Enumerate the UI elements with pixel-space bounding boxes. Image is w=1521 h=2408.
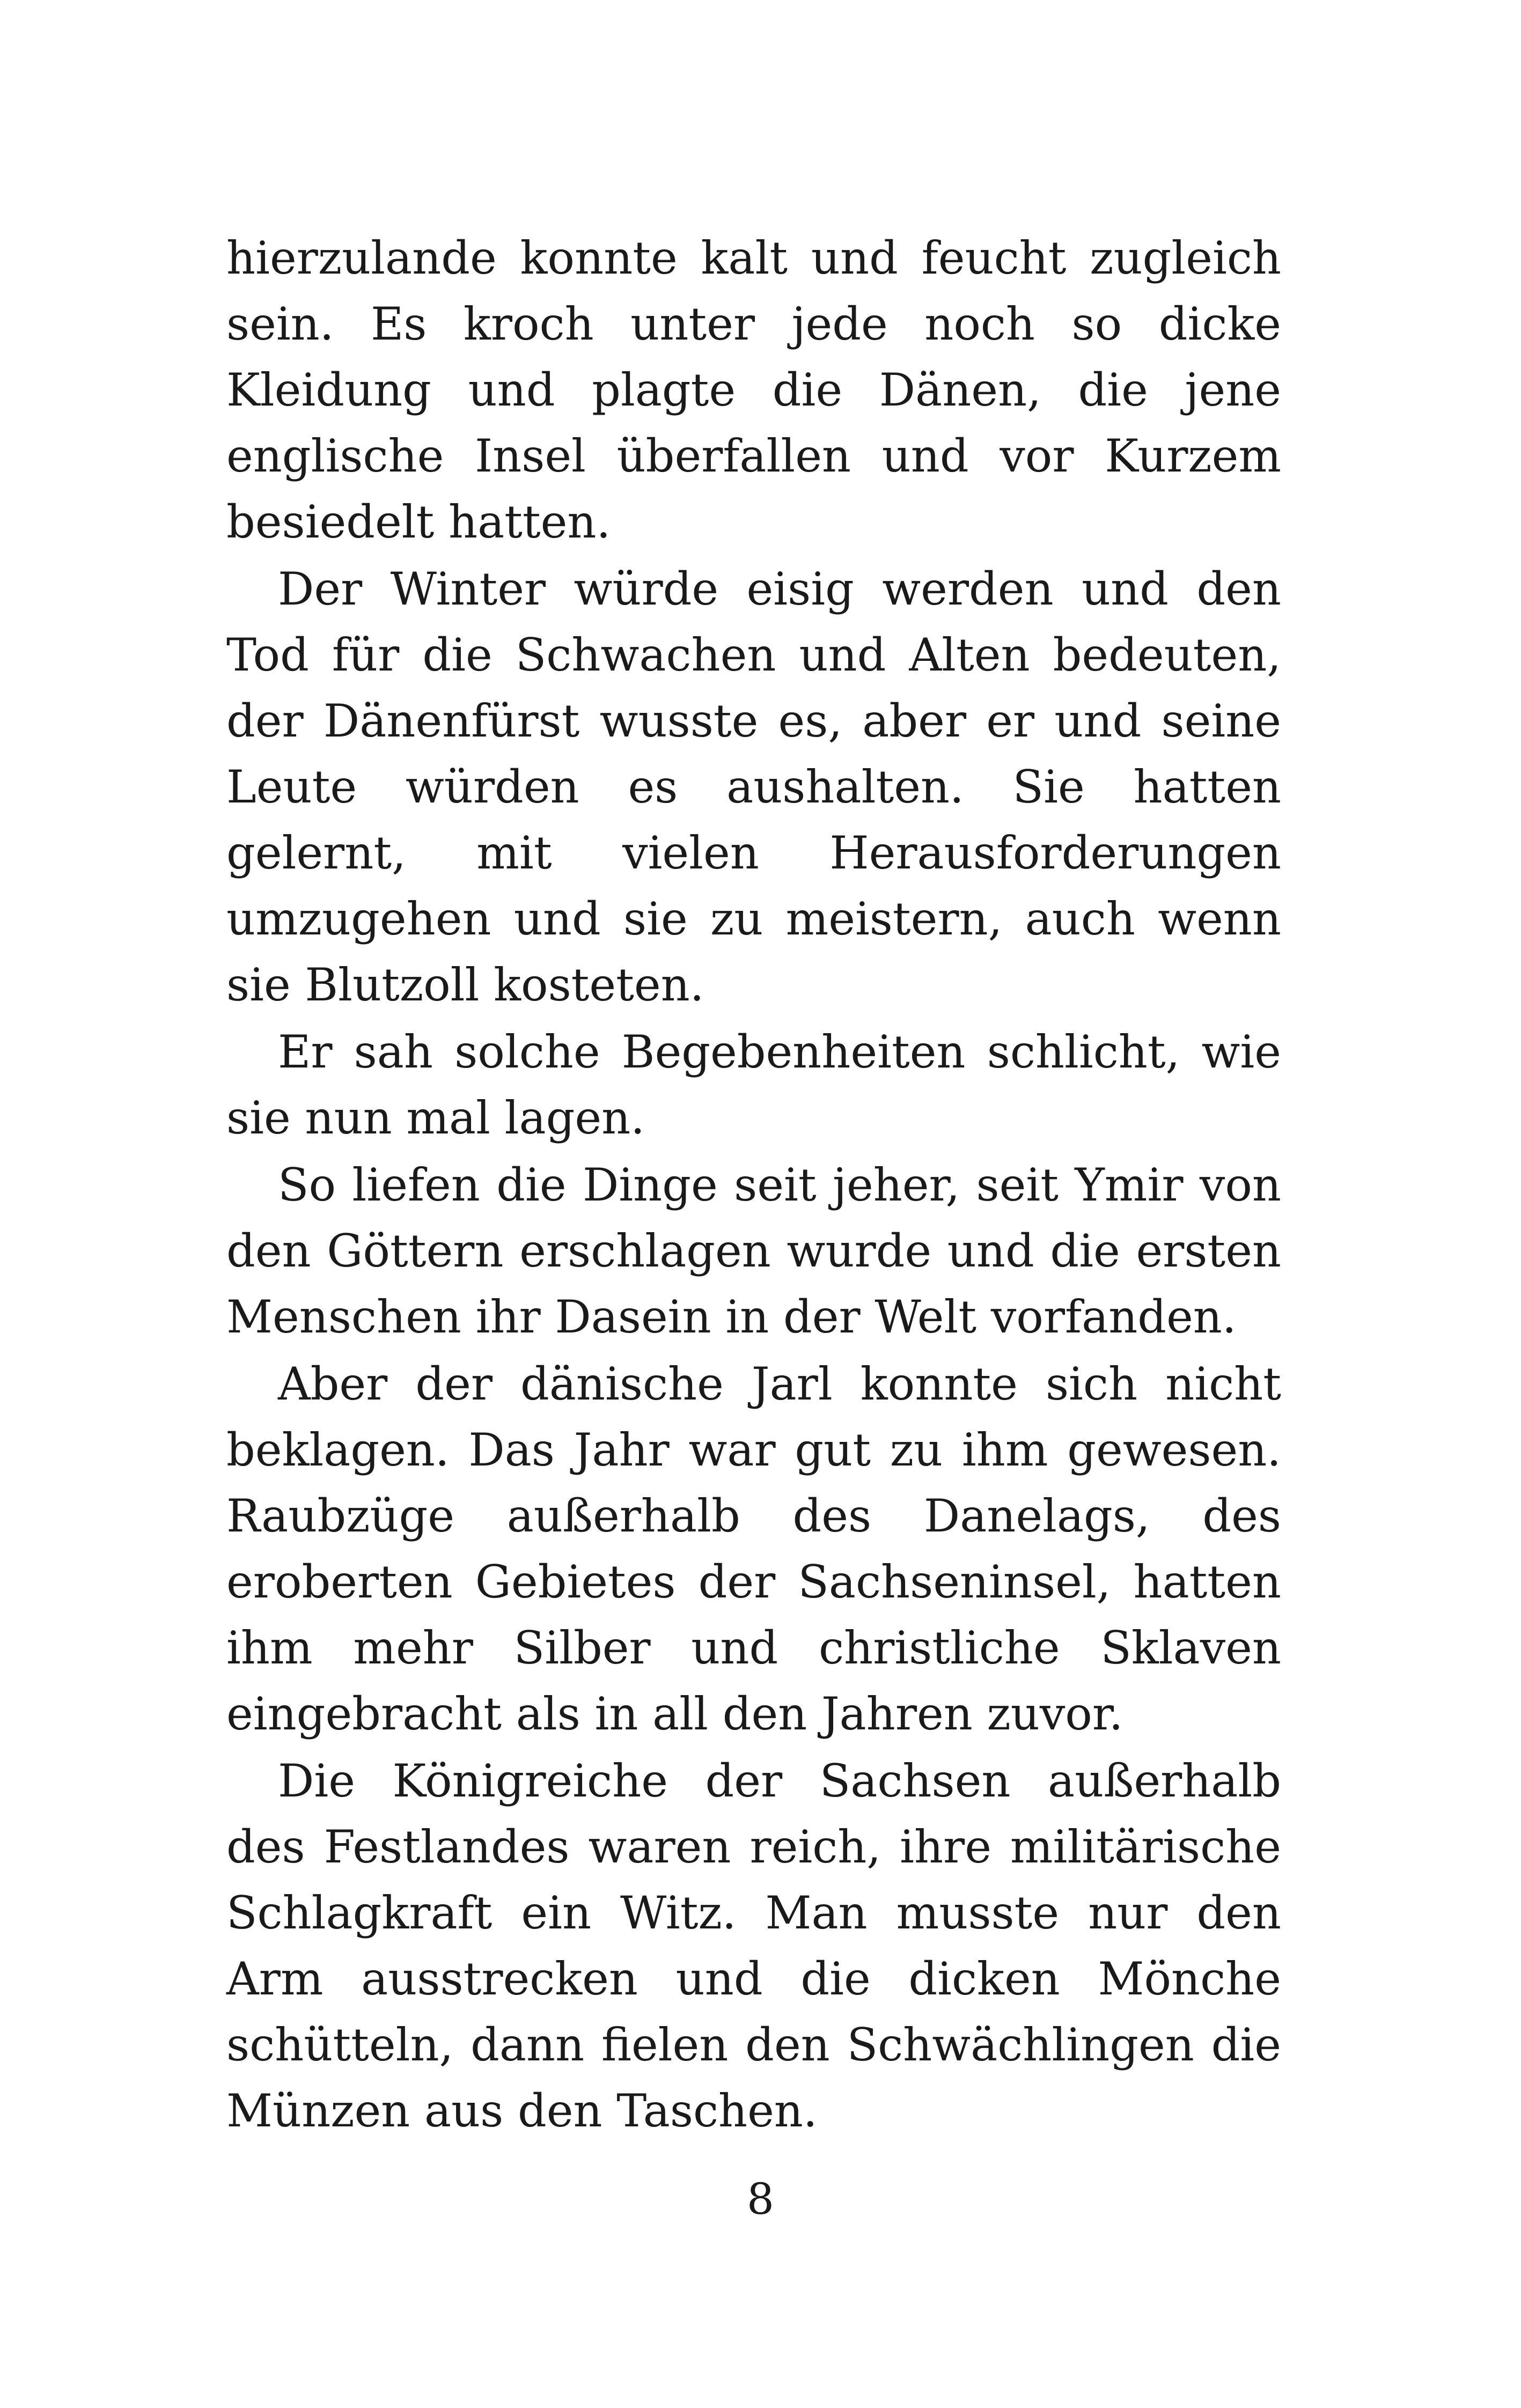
paragraph-5: Aber der dänische Jarl konnte sich nicht beklagen. Das Jahr war gut zu ihm gewesen. Raubzüge außerhalb des Danelags, des eroberten Gebietes der Sachseninsel, hatten ihm mehr Silber und christliche Sklaven eingebracht als in all den Jahren zuvor. (226, 1358, 1281, 1740)
paragraph-4: So liefen die Dinge seit jeher, seit Ymir von den Göttern erschlagen wurde und die ersten Menschen ihr Dasein in der Welt vorfanden. (226, 1159, 1281, 1343)
paragraph-3: Er sah solche Begebenheiten schlicht, wie sie nun mal lagen. (226, 1026, 1281, 1144)
body-text (226, 225, 1281, 2145)
paragraph-2: Der Winter würde eisig werden und den Tod für die Schwachen und Alten bedeuten, der Dänenfürst wusste es, aber er und seine Leute würden es aushalten. Sie hatten gelernt, mit vielen Herausforderungen umzugehen und sie zu meistern, auch wenn sie Blutzoll kosteten. (226, 563, 1281, 1011)
paragraph-1: hierzulande konnte kalt und feucht zugleich sein. Es kroch unter jede noch so dicke Kleidung und plagte die Dänen, die jene englische Insel überfallen und vor Kurzem besiedelt hatten. (226, 232, 1281, 548)
paragraph-6: Die Königreiche der Sachsen außerhalb des Festlandes waren reich, ihre militärische Schlagkraft ein Witz. Man musste nur den Arm ausstrecken und die dicken Mönche schütteln, dann fielen den Schwächlingen die Münzen aus den Taschen. (226, 1755, 1281, 2137)
page-number: 8 (747, 2174, 774, 2224)
